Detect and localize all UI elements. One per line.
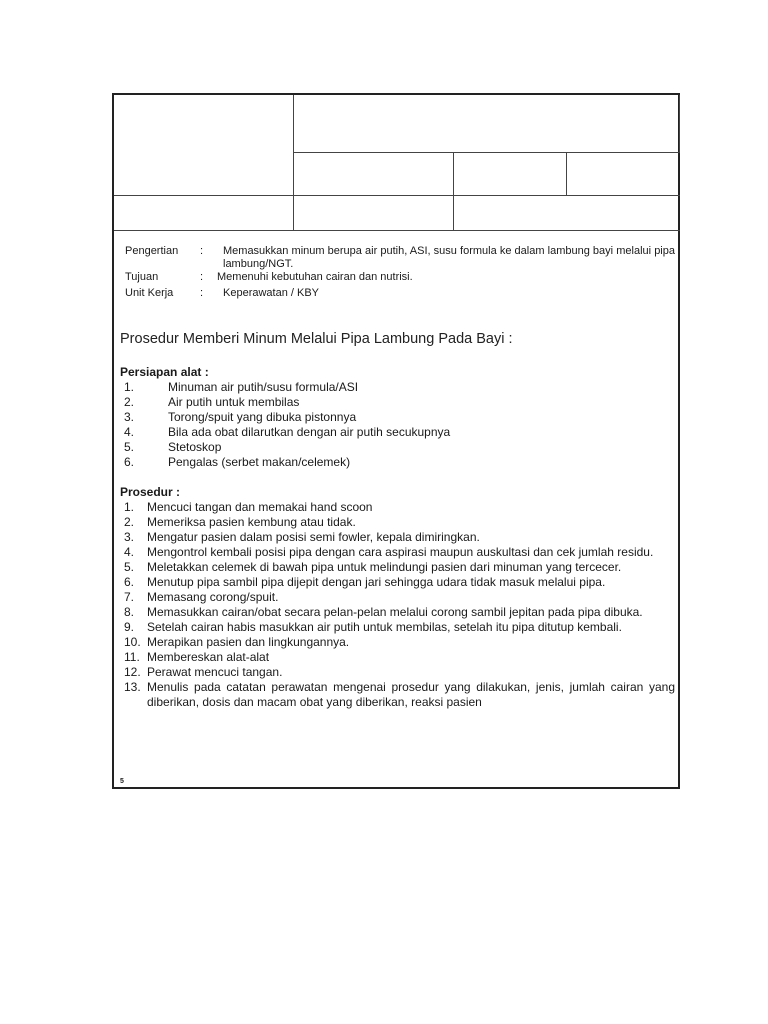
item-text: Memasukkan cairan/obat secara pelan-pelan melalui corong sambil jepitan pada pipa dibuka.: [147, 605, 643, 619]
item-text: Setelah cairan habis masukkan air putih untuk membilas, setelah itu pipa ditutup kembali.: [147, 620, 622, 634]
list-item: [120, 515, 675, 530]
list-item: [120, 605, 675, 620]
item-text: Memasang corong/spuit.: [147, 590, 279, 604]
item-text: Torong/spuit yang dibuka pistonnya: [168, 410, 357, 424]
item-number: 12.: [124, 665, 141, 679]
meta-colon: :: [200, 271, 204, 283]
item-number: 4.: [124, 425, 135, 439]
item-number: 8.: [124, 605, 135, 619]
item-number: 6.: [124, 455, 135, 469]
item-text: Mengatur pasien dalam posisi semi fowler, kepala dimiringkan.: [147, 530, 480, 544]
meta-value: Keperawatan / KBY: [223, 287, 320, 299]
list-item: [120, 440, 675, 455]
meta-row-pengertian: [125, 245, 675, 271]
title-cell: [294, 95, 680, 153]
list-item: [120, 665, 675, 680]
footnote: 5: [120, 778, 124, 785]
page-cell: [567, 153, 680, 196]
logo-cell: [114, 95, 294, 196]
list-item: [120, 650, 675, 665]
list-item: [120, 560, 675, 575]
list-item: [120, 545, 675, 560]
item-text: Perawat mencuci tangan.: [147, 665, 283, 679]
item-number: 9.: [124, 620, 135, 634]
item-number: 5.: [124, 440, 135, 454]
meta-value: Memasukkan minum berupa air putih, ASI, susu formula ke dalam lambung bayi melalui pipa lambung/NGT.: [223, 245, 675, 270]
item-text: Pengalas (serbet makan/celemek): [168, 455, 351, 469]
prosedur-section: [120, 485, 675, 710]
item-text: Menutup pipa sambil pipa dijepit dengan jari sehingga udara tidak masuk melalui pipa.: [147, 575, 606, 589]
item-text: Meletakkan celemek di bawah pipa untuk melindungi pasien dari minuman yang tercecer.: [147, 560, 622, 574]
approval-cell: [454, 196, 680, 231]
header-table: [114, 95, 678, 231]
meta-colon: :: [200, 287, 204, 299]
item-text: Memeriksa pasien kembung atau tidak.: [147, 515, 356, 529]
list-item: [120, 500, 675, 515]
item-number: 1.: [124, 500, 135, 514]
item-number: 6.: [124, 575, 135, 589]
list-item: [120, 410, 675, 425]
procedure-title: Prosedur Memberi Minum Melalui Pipa Lambung Pada Bayi :: [120, 331, 513, 347]
meta-colon: :: [200, 245, 204, 257]
meta-label: Tujuan: [125, 271, 159, 283]
item-number: 3.: [124, 530, 135, 544]
item-text: Mengontrol kembali posisi pipa dengan cara aspirasi maupun auskultasi dan cek jumlah residu.: [147, 545, 654, 559]
item-number: 11.: [124, 650, 140, 664]
meta-value: Memenuhi kebutuhan cairan dan nutrisi.: [217, 271, 413, 283]
meta-label: Unit Kerja: [125, 287, 174, 299]
item-number: 13.: [124, 680, 141, 694]
persiapan-heading: Persiapan alat :: [120, 365, 209, 379]
date-cell: [294, 196, 454, 231]
list-item: [120, 530, 675, 545]
list-item: [120, 680, 675, 710]
item-text: Air putih untuk membilas: [168, 395, 300, 409]
sop-label-cell: [114, 196, 294, 231]
list-item: [120, 635, 675, 650]
meta-row-unit-kerja: [125, 287, 675, 300]
item-number: 10.: [124, 635, 141, 649]
item-text: Menulis pada catatan perawatan mengenai prosedur yang dilakukan, jenis, jumlah cairan yang diberikan, dosis dan macam obat yang diberikan, reaksi pasien: [147, 680, 675, 709]
list-item: [120, 590, 675, 605]
revision-cell: [454, 153, 567, 196]
item-text: Merapikan pasien dan lingkungannya.: [147, 635, 350, 649]
prosedur-heading: Prosedur :: [120, 485, 181, 499]
item-number: 3.: [124, 410, 135, 424]
item-text: Bila ada obat dilarutkan dengan air putih secukupnya: [168, 425, 451, 439]
doc-number-cell: [294, 153, 454, 196]
sop-document: [112, 93, 680, 789]
item-text: Stetoskop: [168, 440, 222, 454]
item-text: Membereskan alat-alat: [147, 650, 270, 664]
persiapan-section: [120, 365, 675, 470]
item-number: 2.: [124, 515, 135, 529]
item-number: 5.: [124, 560, 135, 574]
list-item: [120, 395, 675, 410]
meta-block: [125, 245, 675, 300]
meta-row-tujuan: [125, 271, 675, 284]
item-number: 7.: [124, 590, 135, 604]
list-item: [120, 575, 675, 590]
item-number: 2.: [124, 395, 135, 409]
list-item: [120, 380, 675, 395]
item-text: Mencuci tangan dan memakai hand scoon: [147, 500, 373, 514]
list-item: [120, 425, 675, 440]
list-item: [120, 455, 675, 470]
item-number: 1.: [124, 380, 135, 394]
list-item: [120, 620, 675, 635]
item-number: 4.: [124, 545, 135, 559]
meta-label: Pengertian: [125, 245, 179, 257]
item-text: Minuman air putih/susu formula/ASI: [168, 380, 359, 394]
